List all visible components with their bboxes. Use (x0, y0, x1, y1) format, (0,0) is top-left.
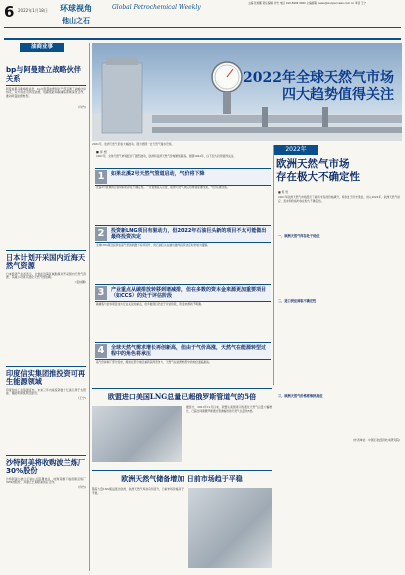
story-headline: bp与阿曼建立战略伙伴关系 (6, 65, 81, 83)
story-author: (许竹) (78, 104, 86, 109)
bottom-story-2 (92, 474, 272, 495)
editor-info: 主编 张柏鹏 责任编辑 许竹 电话 010-5999 0000 主编邮箱 news@sinopecnews.com.cn 审读 王宁 (248, 2, 367, 5)
point-2-body: 全球LNG项目投资在高气价的刺激下有所回升，但石油巨头在做出最终投资决定时仍较为谨慎。 (96, 243, 210, 247)
right-subhead-3: 三、欧洲天然气价格将维持高位 (278, 394, 323, 399)
story-body: 日本经济产业省表示，计划在近海区域勘探并开采国内天然气资源，以减少对进口液化天然气的依赖。 (6, 271, 86, 280)
story-headline: 印度信实集团推投资可再生能源领域 (6, 368, 86, 387)
right-title-line2: 存在极大不确定性 (276, 171, 360, 183)
left-story-india (6, 366, 86, 400)
point-title: 产业重点从碳排放转移到诸减排，但在多数的资本金来源更加重要项目（如CCS）的处于评估阶段 (111, 287, 267, 299)
story-photo (92, 406, 182, 462)
point-number: 4 (95, 344, 107, 358)
subsection-title: 他山之石 (62, 16, 90, 25)
photo-caption: 2021年，欧洲天然气价格大幅波动。图为德国一处天然气储存设施。 (92, 142, 175, 146)
section-title: 环球视角 (60, 3, 92, 13)
story-headline: 日本计划开采国内近海天然气资源 (6, 252, 86, 271)
story-body: 阿曼首都马斯喀特消息，bp与阿曼能源和矿产部签署了战略伙伴协议，双方将在可再生能源、低碳氢能和碳捕集领域深化合作，推动阿曼能源转型。 (6, 86, 86, 99)
point-number: 3 (95, 286, 107, 300)
divider (6, 250, 86, 251)
divider (92, 388, 272, 389)
right-body-block (278, 398, 400, 438)
header-rule (4, 27, 401, 28)
point-4-body: 高气价抑制了部分需求，煤炭在部分地区重新获得竞争力，天然气在能源转型中的地位面临挑战。 (96, 360, 212, 364)
page-number: 6 (4, 3, 15, 21)
story-author: (王宁) (78, 396, 86, 401)
hero-title (98, 70, 394, 104)
key-point-2 (95, 225, 271, 243)
point-title: 如果北溪2号天然气管道启动，气价将下降 (111, 171, 205, 177)
article-intro: 2021年，全球天然气市场经历了剧烈波动，欧洲和亚洲天然气价格屡创新高。展望2022年，以下四大趋势值得关注。 (96, 154, 236, 158)
issue-date: 2022年1月18日 (18, 8, 48, 13)
hero-title-line2: 四大趋势值得关注 (282, 87, 394, 103)
story-body: 沙特阿美与波兰石油公司签署协议，收购其旗下格但斯克炼厂30%的股份，并建立长期原油供应合作。 (6, 476, 86, 485)
left-story-japan (6, 250, 86, 284)
story-author: (张柏鹏) (75, 280, 86, 285)
divider (6, 366, 86, 367)
right-tag: 2022年 (274, 145, 318, 155)
divider (6, 455, 86, 456)
banner-text: Global Petrochemical Weekly (112, 4, 201, 11)
page-header (0, 0, 405, 38)
column-tag: 油商业事 (20, 43, 64, 52)
right-article (278, 190, 400, 442)
point-3-body: 碳捕集与封存项目成为行业关注的重点，但多数项目仍处于评估阶段，资金来源尚不明确。 (96, 302, 204, 306)
story-body: 据统计，2021年12月以来，欧盟从美国进口的液化天然气总量大幅增长，已超过同期俄罗斯通过管道输送的天然气总量的5倍。 (186, 405, 272, 413)
article-byline: ■ 李 想 (96, 150, 107, 154)
key-point-3 (95, 284, 271, 302)
story-headline: 欧盟进口美国LNG总量已超俄罗斯管道气的5倍 (107, 392, 257, 401)
divider (92, 470, 272, 471)
column-rule (89, 43, 90, 571)
bottom-story-1 (92, 392, 272, 413)
right-body-block (278, 303, 400, 393)
left-story-saudi (6, 455, 86, 489)
hero-title-line1: 2022年全球天然气市场 (243, 70, 394, 86)
story-body: 印度信实工业集团宣布，未来三年内将投资数十亿美元用于太阳能、储能和绿氢项目建设。 (6, 387, 86, 396)
key-point-1 (95, 168, 271, 186)
key-point-4 (95, 342, 271, 360)
story-headline: 欧洲天然气储备增加 日前市场趋于平稳 (121, 474, 243, 483)
right-body: 2021年欧洲天然气市场经历了前所未有的价格飙升，库存处于历史低位。进入2022年，欧洲天然气供应、需求和价格均存在较大不确定性。 (278, 195, 400, 203)
story-body: 随着大量LNG船货抵达欧洲，欧洲天然气库存有所回升，日前市场价格趋于平稳。 (92, 487, 184, 495)
right-title-line1: 欧洲天然气市场 (276, 158, 350, 170)
right-title (276, 158, 402, 184)
right-subhead-2: 二、进口供应面临不确定性 (278, 299, 317, 304)
point-title: 全球天然气需求增长再创新高，但由于气价高涨，天然气在能源转型过程中的角色将承压 (111, 345, 267, 357)
right-subhead-1: 一、欧洲天然气库存处于低位 (278, 234, 320, 239)
column-rule (273, 145, 274, 385)
point-title: 投资新LNG项目有驱动力，但2022年石油巨头新的项目不太可能做出最终投资决定 (111, 228, 267, 240)
story-headline: 沙特阿美将收购波兰炼厂30%股份 (6, 457, 86, 476)
right-byline: ■ 郑 雪 (278, 190, 289, 194)
point-number: 1 (95, 170, 107, 184)
divider (6, 85, 86, 86)
story-photo (188, 488, 272, 568)
story-author: (许竹) (78, 485, 86, 490)
point-number: 2 (95, 227, 107, 241)
left-story-bp (6, 66, 86, 109)
header-rule-thick (4, 38, 401, 40)
point-1-body: 北溪2号管道的运营时间仍存在不确定性。一旦管道投入运营，欧洲天然气供应将得到显著改善，气价有望回落。 (96, 185, 230, 189)
banner-logo (92, 3, 212, 13)
right-author: (作者单位：中国石化经济技术研究院) (353, 438, 400, 443)
right-body-block (278, 238, 400, 298)
